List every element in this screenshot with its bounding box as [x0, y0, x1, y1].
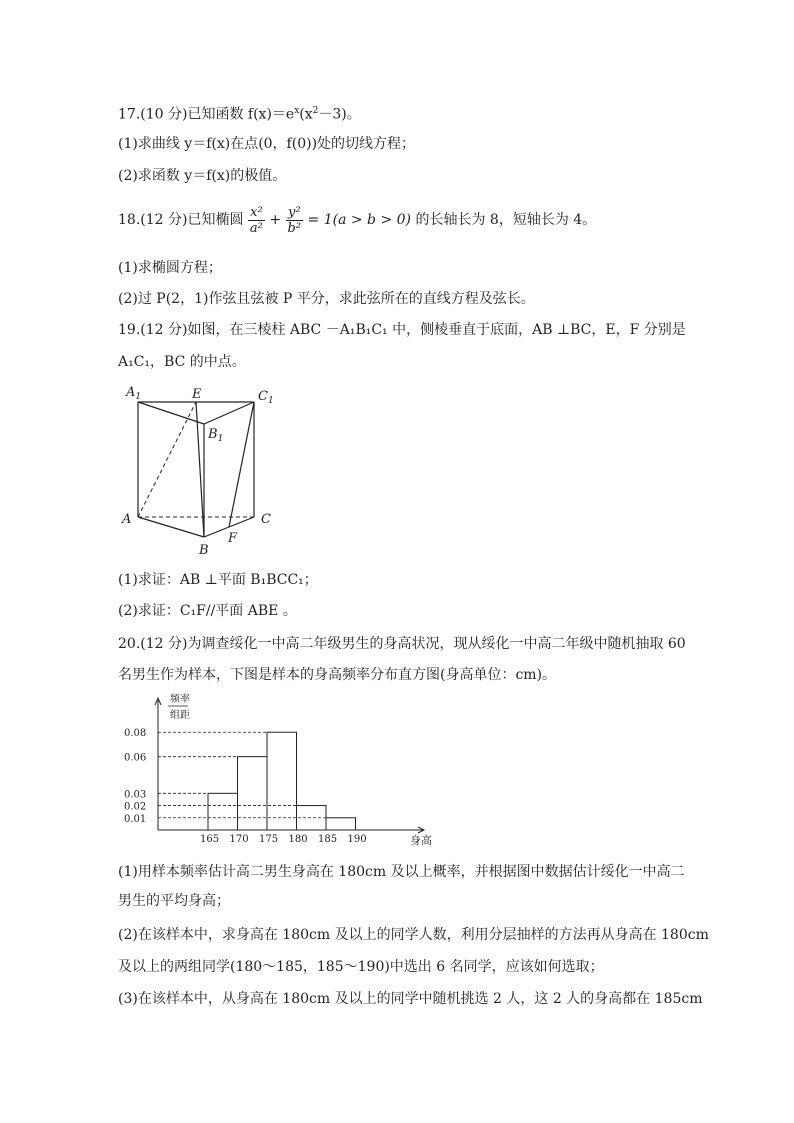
y-axis-label-bottom: 组距 — [170, 710, 190, 721]
label-f: F — [228, 531, 238, 546]
label-c: C — [261, 512, 271, 527]
histogram-bar — [326, 818, 356, 830]
q20-part2-line1: (2)在该样本中，求身高在 180cm 及以上的同学人数，利用分层抽样的方法再从身高在 180cm — [118, 927, 709, 943]
q17-exp-2: 2 — [312, 106, 319, 116]
histogram-bar — [267, 732, 297, 830]
label-b: B — [199, 543, 209, 558]
label-a1: $A_1$ — [126, 385, 142, 402]
y-axis-label-top: 频率 — [170, 694, 190, 705]
y-tick-label: 0.08 — [124, 728, 147, 740]
q17-title — [118, 101, 361, 125]
q18-part2: (2)过 P(2，1)作弦且弦被 P 平分，求此弦所在的直线方程及弦长。 — [118, 291, 535, 307]
x-tick-label: 165 — [200, 834, 220, 845]
x-axis-label: 身高 — [410, 834, 432, 847]
label-a: A — [122, 512, 132, 527]
ellipse-frac-x — [248, 205, 265, 236]
label-e: E — [192, 387, 202, 402]
q20-part1-line2: 男生的平均身高； — [118, 893, 230, 909]
y-tick-label: 0.02 — [124, 801, 147, 813]
ellipse-frac-y — [286, 205, 304, 236]
y-tick-label: 0.01 — [124, 813, 147, 825]
histogram-bar — [238, 757, 268, 830]
frac-x-num: x² — [248, 205, 265, 221]
q19-title-line2: A₁C₁，BC 的中点。 — [118, 354, 246, 370]
x-tick-label: 175 — [259, 834, 279, 845]
q18-prefix: 18.(12 分)已知椭圆 — [118, 212, 244, 228]
q17-title-tail: －3)。 — [318, 106, 361, 123]
q18-title — [118, 200, 596, 240]
q18-eq: = 1(a > b > 0) — [307, 212, 412, 228]
q19-part1: (1)求证：AB ⊥平面 B₁BCC₁； — [118, 572, 318, 588]
x-tick-label: 185 — [318, 834, 338, 845]
label-c1: $C_1$ — [258, 389, 274, 406]
q17-title-mid: (x — [299, 106, 313, 123]
y-tick-label: 0.03 — [124, 789, 147, 801]
q20-title-line1: 20.(12 分)为调查绥化一中高二年级男生的身高状况，现从绥化一中高二年级中随机抽取 60 — [118, 636, 686, 652]
q20-part3-line1: (3)在该样本中，从身高在 180cm 及以上的同学中随机挑选 2 人，这 2 人的身高都在 185cm — [118, 991, 703, 1007]
q18-part1: (1)求椭圆方程； — [118, 260, 222, 276]
height-histogram — [118, 690, 438, 850]
q20-part2-line2: 及以上的两组同学(180～185，185～190)中选出 6 名同学，应该如何选取； — [118, 959, 604, 975]
q17-title-text: 17.(10 分)已知函数 f(x)＝e — [118, 106, 295, 123]
q20-title-line2: 名男生作为样本，下图是样本的身高频率分布直方图(身高单位：cm)。 — [118, 667, 557, 683]
histogram-bar — [208, 793, 238, 830]
q18-suffix: 的长轴长为 8，短轴长为 4。 — [415, 212, 597, 228]
prism-figure — [116, 384, 286, 560]
y-tick-label: 0.06 — [124, 752, 147, 764]
frac-y-den: b² — [287, 220, 302, 236]
q19-part2: (2)求证：C₁F//平面 ABE 。 — [118, 603, 297, 619]
x-tick-label: 190 — [347, 834, 367, 845]
frac-y-num: y² — [286, 205, 304, 221]
q18-plus: + — [269, 212, 282, 228]
x-tick-label: 180 — [288, 834, 308, 845]
q20-part1-line1: (1)用样本频率估计高二男生身高在 180cm 及以上概率，并根据图中数据估计绥化一中高二 — [118, 864, 685, 880]
x-tick-label: 170 — [229, 834, 249, 845]
frac-x-den: a² — [249, 220, 263, 236]
q19-title-line1: 19.(12 分)如图，在三棱柱 ABC －A₁B₁C₁ 中，侧棱垂直于底面，AB ⊥BC，E，F 分别是 — [118, 322, 686, 338]
q17-exp-x: x — [294, 106, 300, 116]
q17-part2: (2)求函数 y＝f(x)的极值。 — [118, 168, 287, 184]
q17-part1: (1)求曲线 y＝f(x)在点(0，f(0))处的切线方程； — [118, 136, 416, 152]
label-b1: $B_1$ — [208, 427, 224, 444]
